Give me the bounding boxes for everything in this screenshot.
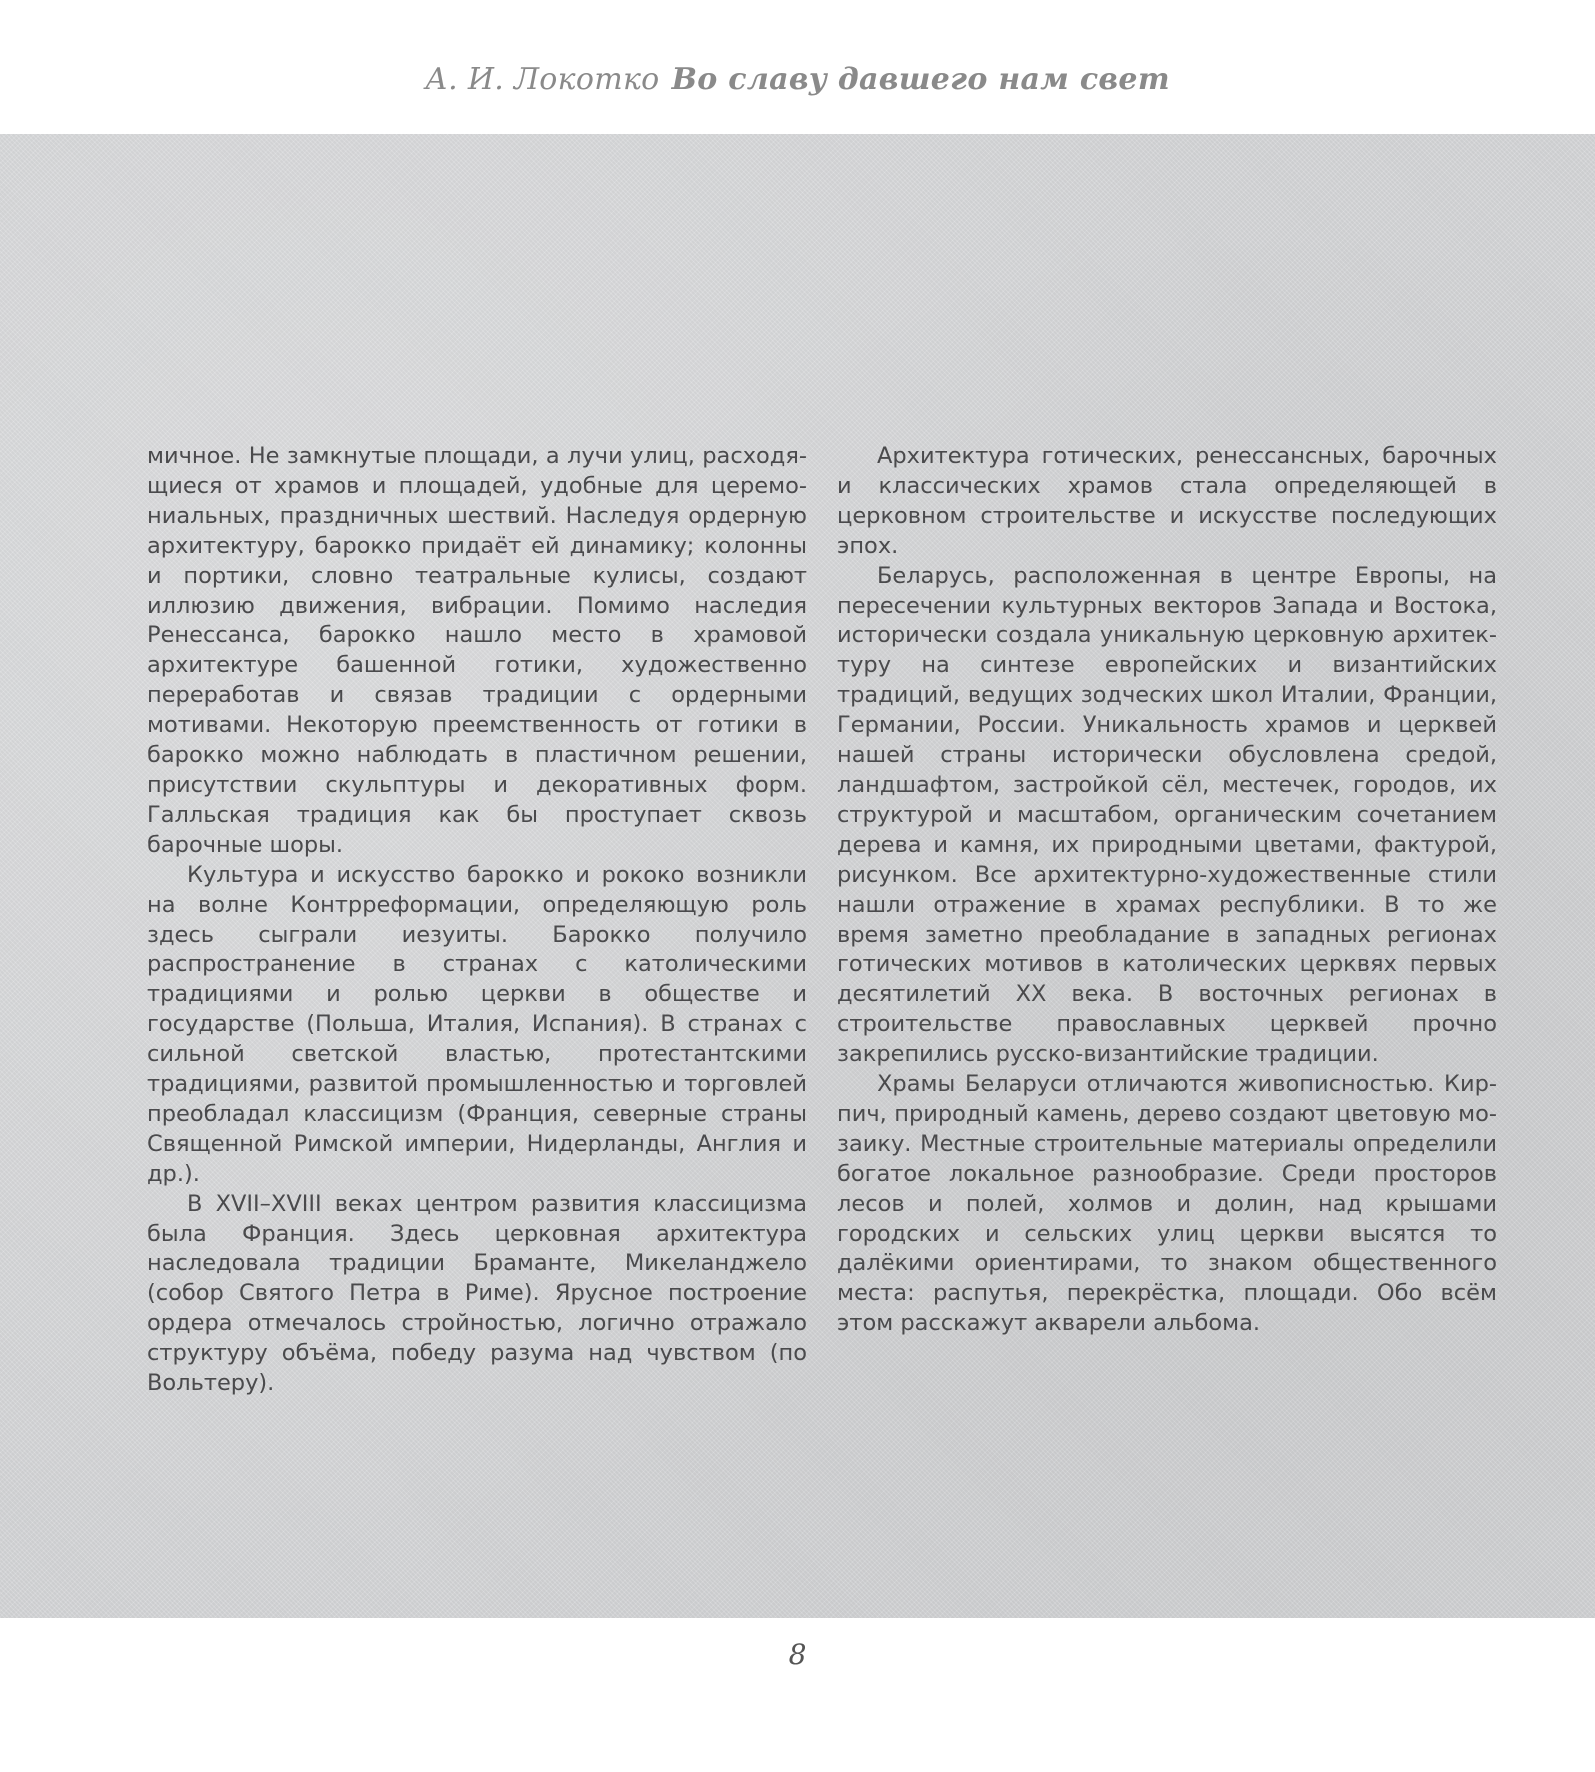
left-paragraph-3: В XVII–XVIII веках центром развития классицизма была Франция. Здесь церковная архитектура наследовала традиции Браманте, Микеланджело (собор Святого Петра в Риме). Ярусное построение ордера отмечалось стройностью, логично отражало структуру объёма, победу разума над чувством (по Вольтеру). (147, 1190, 807, 1397)
header-book-title: Во славу давшего нам свет (671, 62, 1170, 97)
running-header (0, 62, 1595, 97)
right-paragraph-1: Архитектура готических, ренессансных, барочных и классических храмов стала определяющей в церковном строительстве и искусстве последующих эпох. (837, 443, 1497, 559)
header-author: А. И. Локотко (425, 62, 660, 97)
left-paragraph-1: мичное. Не замкнутые площади, а лучи улиц, расходящиеся от храмов и площадей, удобные для церемониальных, праздничных шествий. Наследуя ордерную архитектуру, барокко придаёт ей динамику; колонны и портики, словно театральные кулисы, создают иллюзию движения, вибрации. Помимо наследия Ренессанса, барокко нашло место в храмовой архитектуре башенной готики, художественно переработав и связав традиции с ордерными мотивами. Некоторую преемственность от готики в барокко можно наблюдать в пластичном решении, присутствии скульптуры и декоративных форм. Галльская традиция как бы проступает сквозь барочные шоры. (147, 443, 807, 858)
left-paragraph-2: Культура и искусство барокко и рококо возникли на волне Контрреформации, определяющую роль здесь сыграли иезуиты. Барокко получило распространение в странах с католическими традициями и ролью церкви в обществе и государстве (Польша, Италия, Испания). В странах с сильной светской властью, протестантскими традициями, развитой промышленностью и торговлей преобладал классицизм (Франция, северные страны Священной Римской империи, Нидерланды, Англия и др.). (147, 861, 807, 1187)
left-text-column (147, 442, 807, 1399)
right-text-column (837, 442, 1497, 1339)
page-number: 8 (788, 1638, 807, 1671)
right-paragraph-2: Беларусь, расположенная в центре Европы, на пересечении культурных векторов Запада и Востока, исторически создала уникальную церковную архитектуру на синтезе европейских и византийских традиций, ведущих зодческих школ Италии, Франции, Германии, России. Уникальность храмов и церквей нашей страны исторически обусловлена средой, ландшафтом, застройкой сёл, местечек, городов, их структурой и масштабом, органическим сочетанием дерева и камня, их природными цветами, фактурой, рисунком. Все архитектурно-художественные стили нашли отражение в храмах республики. В то же время заметно преобладание в западных регионах готических мотивов в католических церквях первых десятилетий XX века. В восточных регионах в строительстве православных церквей прочно закрепились русско-византийские традиции. (837, 562, 1497, 1068)
right-paragraph-3: Храмы Беларуси отличаются живописностью. Кирпич, природный камень, дерево создают цветовую мозаику. Местные строительные материалы определили богатое локальное разнообразие. Среди просторов лесов и полей, холмов и долин, над крышами городских и сельских улиц церкви высятся то далёкими ориентирами, то знаком общественного места: распутья, перекрёстка, площади. Обо всём этом расскажут акварели альбома. (837, 1071, 1497, 1337)
